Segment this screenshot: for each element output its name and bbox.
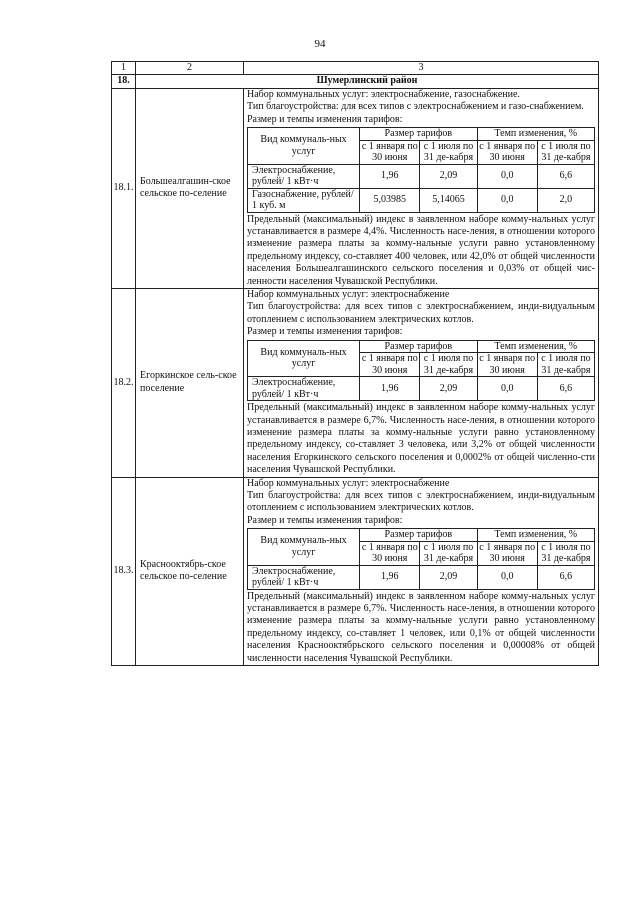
page-number: 94 [314, 38, 326, 50]
region-number: 18. [112, 75, 136, 88]
column-number-row [112, 62, 599, 75]
tariff-value: 1,96 [360, 377, 420, 401]
settlement-number: 18.1. [112, 88, 136, 288]
period-header: с 1 июля по 31 де-кабря [537, 140, 594, 164]
change-rate-value: 6,6 [537, 377, 594, 401]
tariff-size-label: Размер и темпы изменения тарифов: [247, 113, 403, 125]
tariff-table [247, 340, 595, 402]
tariff-value: 1,96 [360, 164, 420, 188]
period-header: с 1 января по 30 июня [477, 140, 537, 164]
tariff-value: 1,96 [360, 565, 420, 589]
tariff-row [248, 188, 595, 212]
change-rate-value: 2,0 [537, 188, 594, 212]
period-header: с 1 января по 30 июня [360, 140, 420, 164]
services-text: Набор коммунальных услуг: электроснабжение [247, 477, 450, 489]
column-number: 3 [244, 62, 599, 75]
tariff-row [248, 164, 595, 188]
settlement-name: Егоркинское сель-ское поселение [136, 288, 244, 477]
column-number: 2 [136, 62, 244, 75]
improvement-text: Тип благоустройства: для всех типов с электроснабжением и газо-снабжением. [247, 101, 584, 113]
period-header: с 1 июля по 31 де-кабря [420, 353, 477, 377]
tariff-value: 2,09 [420, 164, 477, 188]
tariff-table [247, 127, 595, 213]
change-rate-header: Темп изменения, % [477, 340, 594, 353]
tariff-service-label: Газоснабжение, рублей/ 1 куб. м [248, 188, 360, 212]
settlement-number: 18.3. [112, 477, 136, 666]
service-type-header: Вид коммуналь-ных услуг [248, 340, 360, 377]
tariff-header-row [248, 529, 595, 542]
improvement-text: Тип благоустройства: для всех типов с электроснабжением, инди-видуальным отоплением с использованием электрических котлов. [247, 489, 595, 514]
region-row [112, 75, 599, 88]
period-header: с 1 июля по 31 де-кабря [537, 353, 594, 377]
services-text: Набор коммунальных услуг: электроснабжение [247, 288, 450, 300]
change-rate-header: Темп изменения, % [477, 128, 594, 141]
tariff-service-label: Электроснабжение, рублей/ 1 кВт·ч [248, 164, 360, 188]
tariff-value: 5,14065 [420, 188, 477, 212]
limit-index-text: Предельный (максимальный) индекс в заявленном наборе комму-нальных услуг устанавливается в размере 6,7%. Численность насе-ления, в отношении которого изменение размера платы за комму-нальные услуги равно установленному предельному индексу, со-ставляет 1 человек, или 0,1% от общей численности населения Краснооктябрьского сельского поселения и 0,00008% от общей численности населения Чувашской Республики. [247, 590, 595, 664]
settlement-row [112, 88, 599, 288]
settlement-name: Большеалгашин-ское сельское по-селение [136, 88, 244, 288]
change-rate-value: 6,6 [537, 164, 594, 188]
tariff-service-label: Электроснабжение, рублей/ 1 кВт·ч [248, 565, 360, 589]
tariff-value: 5,03985 [360, 188, 420, 212]
service-type-header: Вид коммуналь-ных услуг [248, 128, 360, 165]
settlement-row [112, 477, 599, 666]
settlement-description [244, 288, 599, 477]
change-rate-value: 0,0 [477, 377, 537, 401]
improvement-text: Тип благоустройства: для всех типов с электроснабжением, инди-видуальным отоплением с использованием электрических котлов. [247, 301, 595, 325]
settlement-description [244, 477, 599, 666]
service-type-header: Вид коммуналь-ных услуг [248, 529, 360, 566]
limit-index-text: Предельный (максимальный) индекс в заявленном наборе комму-нальных услуг устанавливается в размере 6,7%. Численность насе-ления, в отношении которого изменение размера платы за комму-нальные услуги равно установленному предельному индексу, со-ставляет 3 человека, или 3,2% от общей численности населения Егоркинского сельского поселения и 0,0002% от общей численно-сти населения Чувашской Республики. [247, 402, 595, 476]
period-header: с 1 января по 30 июня [477, 541, 537, 565]
period-header: с 1 января по 30 июня [360, 353, 420, 377]
tariff-size-header: Размер тарифов [360, 128, 477, 141]
period-header: с 1 января по 30 июня [477, 353, 537, 377]
main-table [111, 61, 599, 666]
period-header: с 1 января по 30 июня [360, 541, 420, 565]
tariff-value: 2,09 [420, 565, 477, 589]
settlement-name: Краснооктябрь-ское сельское по-селение [136, 477, 244, 666]
change-rate-value: 0,0 [477, 565, 537, 589]
tariff-row [248, 565, 595, 589]
period-header: с 1 июля по 31 де-кабря [420, 140, 477, 164]
tariff-service-label: Электроснабжение, рублей/ 1 кВт·ч [248, 377, 360, 401]
tariff-header-row [248, 128, 595, 141]
tariff-size-header: Размер тарифов [360, 529, 477, 542]
settlement-row [112, 288, 599, 477]
tariff-size-label: Размер и темпы изменения тарифов: [247, 514, 403, 526]
change-rate-value: 0,0 [477, 164, 537, 188]
period-header: с 1 июля по 31 де-кабря [420, 541, 477, 565]
region-title: Шумерлинский район [136, 75, 599, 88]
tariff-header-row [248, 340, 595, 353]
change-rate-value: 0,0 [477, 188, 537, 212]
period-header: с 1 июля по 31 де-кабря [537, 541, 594, 565]
column-number: 1 [112, 62, 136, 75]
tariff-size-label: Размер и темпы изменения тарифов: [247, 326, 403, 338]
limit-index-text: Предельный (максимальный) индекс в заявленном наборе комму-нальных услуг устанавливается в размере 4,4%. Численность насе-ления, в отношении которого изменение размера платы за комму-нальные услуги равно установленному предельному индексу, со-ставляет 400 человек, или 42,0% от общей численности населения Большеалгашинского сельского поселения и 0,03% от общей чис-ленности населения Чувашской Республики. [247, 213, 595, 287]
settlement-description [244, 88, 599, 288]
tariff-row [248, 377, 595, 401]
tariff-size-header: Размер тарифов [360, 340, 477, 353]
change-rate-header: Темп изменения, % [477, 529, 594, 542]
tariff-table [247, 528, 595, 590]
tariff-value: 2,09 [420, 377, 477, 401]
services-text: Набор коммунальных услуг: электроснабжение, газоснабжение. [247, 88, 520, 100]
settlement-number: 18.2. [112, 288, 136, 477]
change-rate-value: 6,6 [537, 565, 594, 589]
